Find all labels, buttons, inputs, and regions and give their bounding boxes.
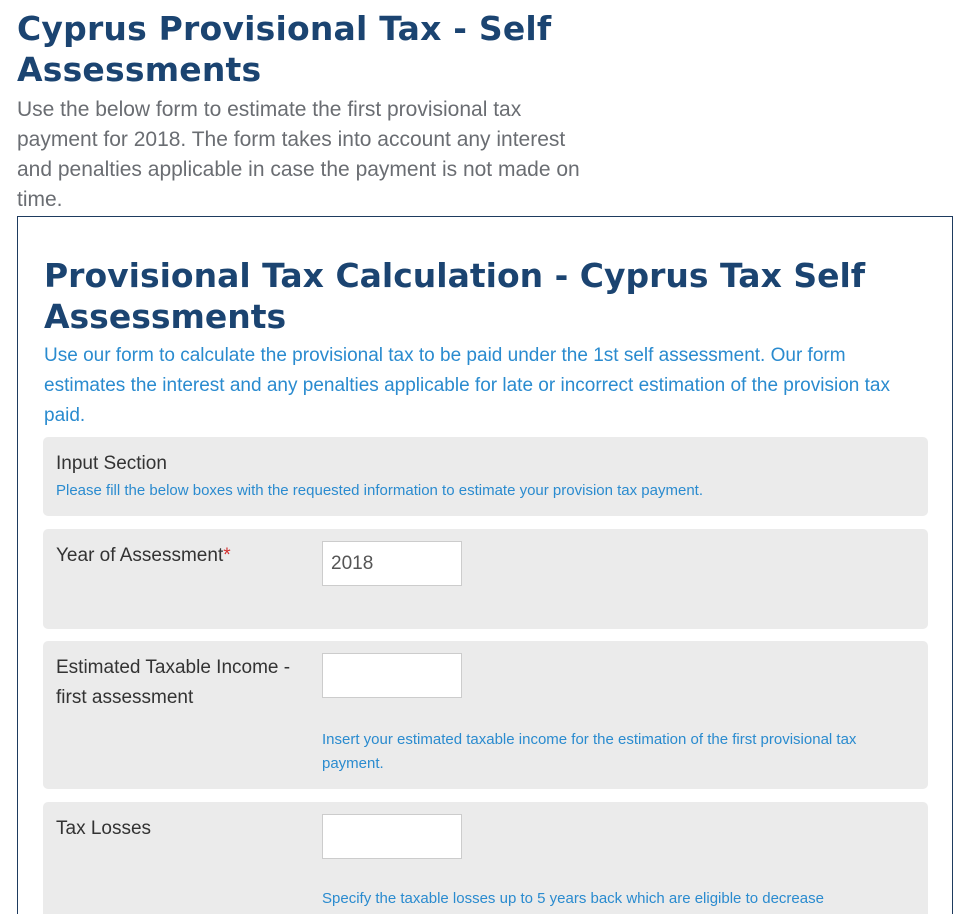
estimated-taxable-income-label: Estimated Taxable Income - first assessment	[56, 657, 291, 708]
field-row-year-of-assessment	[43, 529, 928, 629]
input-section-header	[43, 437, 928, 516]
tax-losses-help: Specify the taxable losses up to 5 years back which are eligible to decrease	[322, 890, 824, 907]
field-row-tax-losses	[43, 802, 928, 914]
estimated-taxable-income-help: Insert your estimated taxable income for the estimation of the first provisional tax payment.	[322, 731, 857, 772]
form-description: Use our form to calculate the provisional tax to be paid under the 1st self assessment. Our form estimates the interest and any penalties applicable for late or incorrect estimation of the provision tax paid.	[44, 345, 890, 426]
form-title: Provisional Tax Calculation - Cyprus Tax Self Assessments	[44, 256, 866, 336]
required-asterisk: *	[223, 545, 231, 566]
tax-losses-input[interactable]	[322, 814, 462, 859]
page-title: Cyprus Provisional Tax - Self Assessments	[17, 9, 552, 89]
year-of-assessment-label-text: Year of Assessment	[56, 545, 224, 566]
year-of-assessment-label	[56, 541, 316, 571]
estimated-taxable-income-input[interactable]	[322, 653, 462, 698]
input-section-title: Input Section	[56, 453, 167, 474]
tax-losses-label: Tax Losses	[56, 818, 152, 839]
calculator-form-frame	[17, 216, 953, 914]
year-of-assessment-input[interactable]	[322, 541, 462, 586]
input-section-subtitle: Please fill the below boxes with the requested information to estimate your provision tax payment.	[56, 482, 704, 499]
field-row-estimated-taxable-income	[43, 641, 928, 789]
page-intro: Use the below form to estimate the first provisional tax payment for 2018. The form takes into account any interest and penalties applicable in case the payment is not made on time.	[17, 98, 580, 211]
